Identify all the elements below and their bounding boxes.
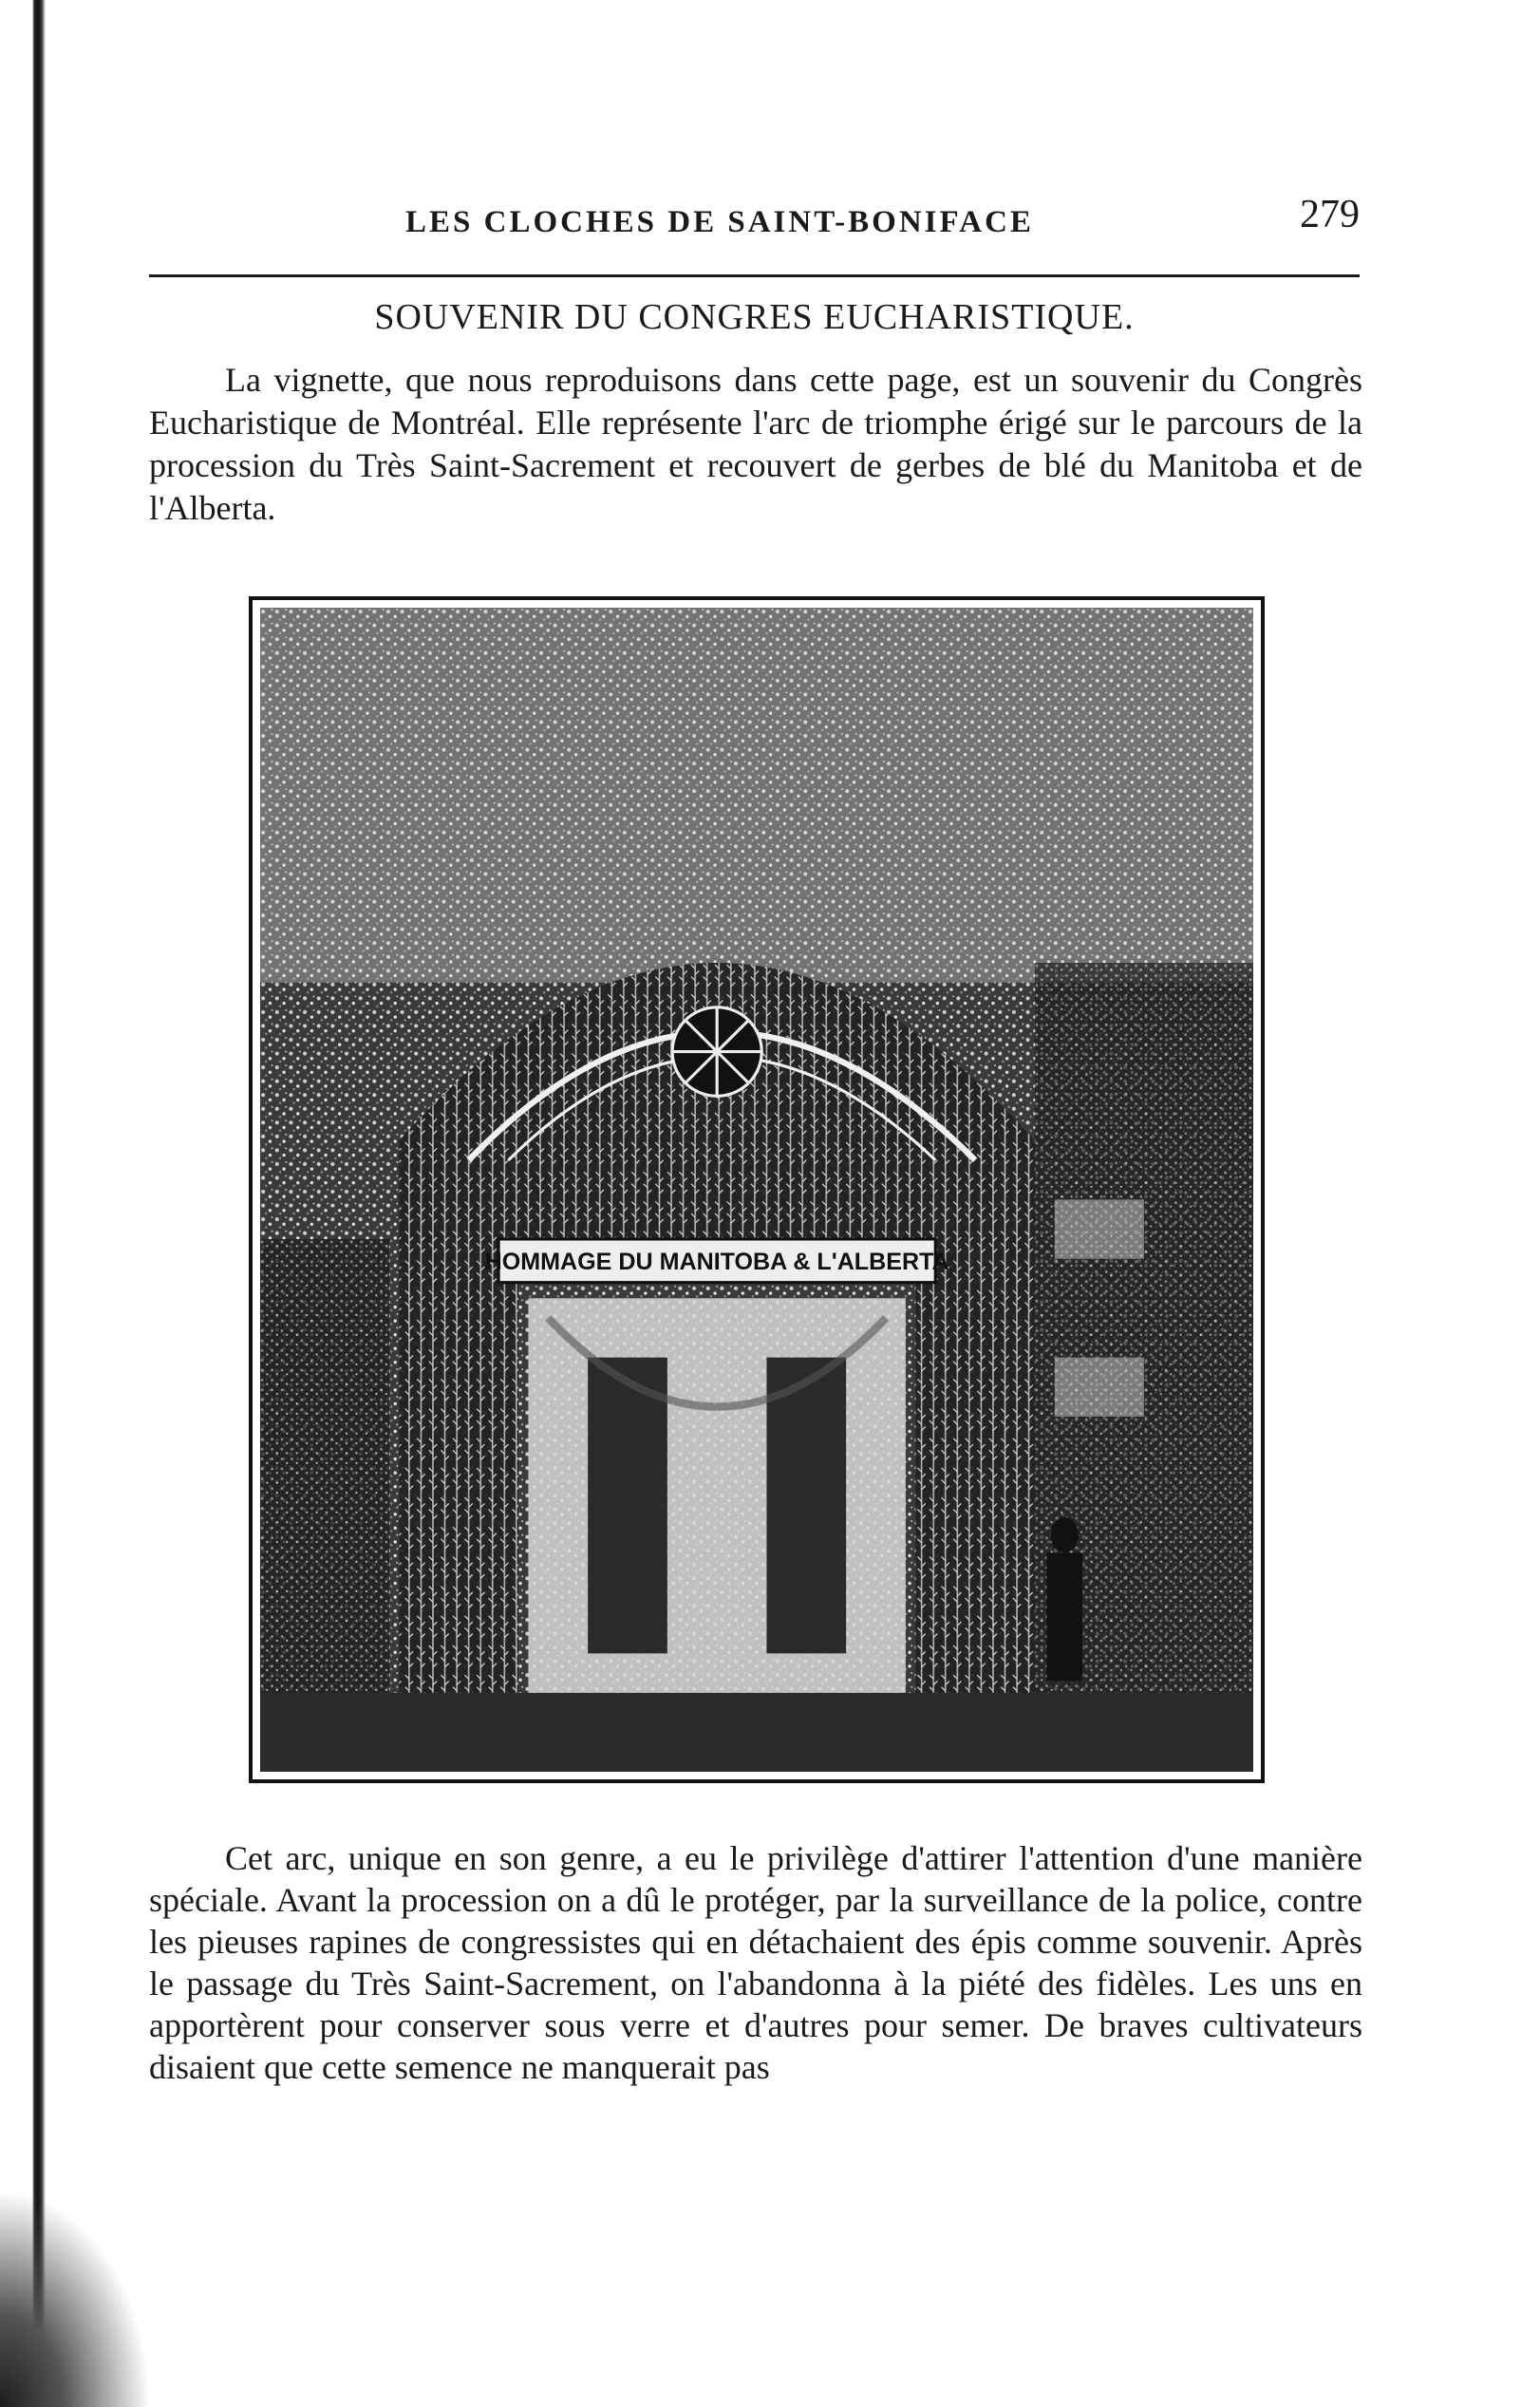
- running-head: LES CLOCHES DE SAINT-BONIFACE: [405, 205, 1034, 239]
- page-corner-shadow: [0, 2189, 152, 2407]
- page-header: [149, 190, 1360, 256]
- arch-photo-illustration: [260, 608, 1253, 1772]
- paragraph-text: La vignette, que nous reproduisons dans cette page, est un souvenir du Congrès Eucharistique de Montréal. Elle représente l'arc de triomphe érigé sur le parcours de la procession du Très Saint-Sacrement et recouvert de gerbes de blé du Manitoba et de l'Alberta.: [149, 361, 1362, 527]
- main-paragraph: [149, 1837, 1362, 2088]
- arch-photograph: [249, 596, 1265, 1783]
- header-rule: [149, 274, 1360, 277]
- intro-paragraph: [149, 359, 1362, 530]
- page-spine-shadow: [0, 0, 57, 2407]
- arch-banner-text: HOMMAGE DU MANITOBA & L'ALBERTA: [484, 1249, 949, 1276]
- section-title: SOUVENIR DU CONGRES EUCHARISTIQUE.: [374, 297, 1135, 337]
- paragraph-text: Cet arc, unique en son genre, a eu le privilège d'attirer l'attention d'une manière spéciale. Avant la procession on a dû le protéger, par la surveillance de la police, contre les pieuses rapines de congressistes qui en détachaient des épis comme souvenir. Après le passage du Très Saint-Sacrement, on l'abandonna à la piété des fidèles. Les uns en apportèrent pour conserver sous verre et d'autres pour semer. De braves cultivateurs disaient que cette semence ne manquerait pas: [149, 1839, 1362, 2086]
- page-number: 279: [1300, 193, 1360, 236]
